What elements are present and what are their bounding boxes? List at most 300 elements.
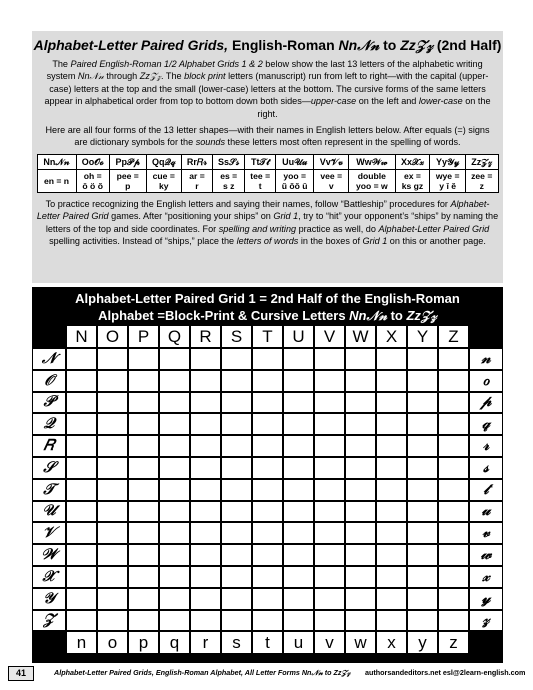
grid-box[interactable]: [314, 413, 345, 435]
top-letter: T: [252, 325, 283, 348]
grid-box[interactable]: [407, 501, 438, 523]
grid-box[interactable]: [159, 479, 190, 501]
grid-box[interactable]: [159, 610, 190, 632]
grid-box[interactable]: [159, 522, 190, 544]
top-letter: P: [128, 325, 159, 348]
right-cursive-letter: 𝓉: [469, 479, 503, 501]
grid-box[interactable]: [438, 457, 469, 479]
grid-box[interactable]: [221, 370, 252, 392]
intro-paragraph-2: [38, 124, 497, 149]
text-run: through: [103, 71, 140, 82]
grid-box[interactable]: [252, 610, 283, 632]
grid-box[interactable]: [376, 435, 407, 457]
bottom-letter: n: [66, 631, 97, 654]
grid-box[interactable]: [128, 566, 159, 588]
grid-box[interactable]: [438, 522, 469, 544]
bottom-letter: o: [97, 631, 128, 654]
grid-box[interactable]: [438, 544, 469, 566]
footer-sites: authorsandeditors.net esl@2learn-english.com: [365, 668, 526, 677]
left-cursive-letter: 𝒴: [32, 588, 66, 610]
grid-box[interactable]: [190, 501, 221, 523]
grid-box[interactable]: [66, 610, 97, 632]
grid-box[interactable]: [159, 566, 190, 588]
left-cursive-letter: 𝒮: [32, 457, 66, 479]
left-cursive-letter: 𝒩: [32, 348, 66, 370]
left-cursive-letter: 𝒱: [32, 522, 66, 544]
grid-box[interactable]: [252, 392, 283, 414]
grid-box[interactable]: [190, 479, 221, 501]
grid-box[interactable]: [283, 566, 314, 588]
grid-box[interactable]: [283, 413, 314, 435]
grid-box[interactable]: [376, 479, 407, 501]
grid-box[interactable]: [128, 392, 159, 414]
grid-box[interactable]: [314, 348, 345, 370]
grid-box[interactable]: [376, 501, 407, 523]
letter-name-cell: cue = ky: [146, 169, 181, 192]
bottom-letter: x: [376, 631, 407, 654]
grid-title-part: to: [386, 308, 407, 323]
letter-form-cell: Ww𝒲𝓌: [349, 154, 395, 169]
grid-title-part: Nn𝒩𝓃: [349, 308, 387, 323]
letter-name-cell: vee = v: [314, 169, 349, 192]
grid-box[interactable]: [283, 457, 314, 479]
top-letter: S: [221, 325, 252, 348]
grid-box[interactable]: [190, 566, 221, 588]
letter-name-cell: double yoo = w: [349, 169, 395, 192]
letter-form-cell: Ss𝒮𝓈: [212, 154, 244, 169]
grid-box[interactable]: [128, 413, 159, 435]
grid-box[interactable]: [438, 566, 469, 588]
grid-box[interactable]: [221, 457, 252, 479]
grid-box[interactable]: [128, 370, 159, 392]
grid-box[interactable]: [190, 348, 221, 370]
grid-box[interactable]: [221, 435, 252, 457]
right-cursive-letter: 𝓊: [469, 501, 503, 523]
bottom-letter: v: [314, 631, 345, 654]
grid-box[interactable]: [283, 348, 314, 370]
grid-box[interactable]: [159, 370, 190, 392]
grid-box[interactable]: [97, 435, 128, 457]
bottom-letter: z: [438, 631, 469, 654]
grid-box[interactable]: [252, 479, 283, 501]
text-run: Grid 1: [273, 211, 299, 222]
grid-box[interactable]: [190, 413, 221, 435]
grid-box[interactable]: [159, 413, 190, 435]
letter-form-cell: Uu𝒰𝓊: [275, 154, 313, 169]
grid-box[interactable]: [438, 435, 469, 457]
letter-form-cell: Rr𝑅𝓇: [182, 154, 213, 169]
grid-box[interactable]: [190, 370, 221, 392]
bottom-letter: w: [345, 631, 376, 654]
grid-box[interactable]: [376, 610, 407, 632]
grid-box[interactable]: [314, 370, 345, 392]
right-cursive-letter: 𝓍: [469, 566, 503, 588]
grid-box[interactable]: [283, 522, 314, 544]
corner-blank: [469, 631, 503, 653]
grid-box[interactable]: [66, 544, 97, 566]
grid-box[interactable]: [252, 413, 283, 435]
letter-forms-table: [37, 154, 499, 193]
grid-box[interactable]: [221, 501, 252, 523]
grid-box[interactable]: [66, 501, 97, 523]
grid-box[interactable]: [221, 588, 252, 610]
grid-box[interactable]: [66, 588, 97, 610]
grid-box[interactable]: [345, 435, 376, 457]
grid-box[interactable]: [159, 348, 190, 370]
grid-box[interactable]: [376, 413, 407, 435]
text-run: sounds: [195, 137, 226, 148]
right-cursive-letter: 𝓆: [469, 413, 503, 435]
grid-box[interactable]: [190, 610, 221, 632]
text-run: To practice recognizing the English letters and saying their names, follow “Battleship” procedures for: [45, 198, 451, 209]
grid-box[interactable]: [221, 610, 252, 632]
grid-box[interactable]: [283, 392, 314, 414]
grid-box[interactable]: [66, 413, 97, 435]
right-cursive-letter: 𝓃: [469, 348, 503, 370]
grid-box[interactable]: [407, 479, 438, 501]
grid-box[interactable]: [221, 566, 252, 588]
grid-box[interactable]: [345, 501, 376, 523]
grid-box[interactable]: [407, 544, 438, 566]
grid-box[interactable]: [190, 392, 221, 414]
grid-box[interactable]: [66, 370, 97, 392]
text-run: lower-case: [418, 96, 463, 107]
grid-box[interactable]: [97, 610, 128, 632]
grid-box[interactable]: [97, 457, 128, 479]
grid-box[interactable]: [376, 544, 407, 566]
grid-box[interactable]: [314, 457, 345, 479]
text-run: practice as well, do: [296, 223, 379, 234]
grid-box[interactable]: [438, 501, 469, 523]
text-run: . The: [161, 71, 185, 82]
grid-box[interactable]: [252, 370, 283, 392]
letter-form-cell: Pp𝒫𝓅: [109, 154, 146, 169]
grid-box[interactable]: [314, 435, 345, 457]
grid-box[interactable]: [159, 435, 190, 457]
grid-box[interactable]: [283, 544, 314, 566]
grid-box[interactable]: [97, 501, 128, 523]
footer-text: Alphabet-Letter Paired Grids, English-Roman Alphabet, All Letter Forms Nn𝒩𝓃 to Zz𝒵𝓏: [54, 668, 351, 677]
grid-box[interactable]: [128, 457, 159, 479]
grid-box[interactable]: [407, 566, 438, 588]
letter-name-cell: pee = p: [109, 169, 146, 192]
grid-box[interactable]: [283, 370, 314, 392]
grid-box[interactable]: [159, 457, 190, 479]
letter-name-cell: ar = r: [182, 169, 213, 192]
title-part: Zz: [400, 37, 416, 53]
grid-box[interactable]: [345, 522, 376, 544]
title-part: (2nd Half): [436, 37, 502, 53]
left-cursive-letter: 𝒲: [32, 544, 66, 566]
right-cursive-letter: 𝓌: [469, 544, 503, 566]
text-run: Zz𝒵𝓏: [139, 71, 162, 82]
grid-box[interactable]: [190, 588, 221, 610]
grid-box[interactable]: [438, 610, 469, 632]
letter-form-cell: Tt𝒯𝓉: [245, 154, 276, 169]
grid-box[interactable]: [376, 370, 407, 392]
letter-name-cell: wye = y ī ĕ: [430, 169, 466, 192]
grid-box[interactable]: [221, 522, 252, 544]
text-run: Alphabet-Letter Paired Grid: [378, 223, 490, 234]
grid-box[interactable]: [128, 610, 159, 632]
grid-box[interactable]: [221, 413, 252, 435]
grid-box[interactable]: [376, 457, 407, 479]
grid-title-part: Alphabet =Block-Print & Cursive Letters: [98, 308, 350, 323]
grid-box[interactable]: [376, 566, 407, 588]
left-cursive-letter: 𝒪: [32, 370, 66, 392]
grid-box[interactable]: [376, 392, 407, 414]
text-run: letters (manuscript) run from left to right—with the capital (upper-case) letters at the top and the small (lower-case) letters at the bottom. The cursive forms of the same letters appear in alphabetical order from top to bottom down both sides—: [44, 71, 489, 107]
letter-name-cell: tee = t: [245, 169, 276, 192]
top-letter: O: [97, 325, 128, 348]
text-run: Grid 1: [362, 236, 388, 247]
letter-form-cell: Oo𝒪ℴ: [76, 154, 109, 169]
grid-box[interactable]: [345, 588, 376, 610]
grid-box[interactable]: [407, 413, 438, 435]
left-cursive-letter: 𝒫: [32, 392, 66, 414]
bottom-letter: r: [190, 631, 221, 654]
grid-box[interactable]: [314, 479, 345, 501]
grid-box[interactable]: [252, 457, 283, 479]
grid-box[interactable]: [252, 348, 283, 370]
right-cursive-letter: 𝓎: [469, 588, 503, 610]
letter-name-cell: oh = ō ö ŏ: [76, 169, 109, 192]
grid-box[interactable]: [159, 588, 190, 610]
grid-box[interactable]: [283, 479, 314, 501]
bottom-letter: q: [159, 631, 190, 654]
text-run: upper-case: [310, 96, 357, 107]
grid-box[interactable]: [97, 566, 128, 588]
grid-box[interactable]: [438, 392, 469, 414]
grid-box[interactable]: [97, 392, 128, 414]
grid-box[interactable]: [283, 588, 314, 610]
top-letter: R: [190, 325, 221, 348]
grid-box[interactable]: [159, 544, 190, 566]
text-run: The: [52, 59, 71, 69]
grid-box[interactable]: [128, 588, 159, 610]
grid-box[interactable]: [66, 457, 97, 479]
grid-box[interactable]: [128, 435, 159, 457]
grid-box[interactable]: [376, 348, 407, 370]
grid-box[interactable]: [159, 392, 190, 414]
grid-box[interactable]: [314, 588, 345, 610]
grid-box[interactable]: [345, 479, 376, 501]
grid-box[interactable]: [407, 610, 438, 632]
grid-box[interactable]: [128, 522, 159, 544]
bottom-letter: y: [407, 631, 438, 654]
grid-box[interactable]: [345, 544, 376, 566]
text-run: block print: [184, 71, 226, 82]
grid-box[interactable]: [128, 348, 159, 370]
grid-cells: [32, 325, 503, 654]
left-cursive-letter: 𝒵: [32, 610, 66, 632]
paired-grid: [32, 287, 503, 663]
text-run: on the right.: [257, 96, 491, 119]
text-run: spelling and writing: [218, 223, 297, 234]
grid-box[interactable]: [252, 544, 283, 566]
grid-box[interactable]: [438, 588, 469, 610]
text-run: Paired English-Roman 1/2 Alphabet Grids 1 & 2: [70, 59, 263, 69]
grid-box[interactable]: [252, 522, 283, 544]
practice-paragraph: [36, 198, 499, 248]
letter-form-cell: Zz𝒵𝓏: [465, 154, 498, 169]
text-run: spelling activities. Instead of “ships,” place the: [49, 236, 237, 247]
grid-box[interactable]: [97, 348, 128, 370]
grid-box[interactable]: [345, 348, 376, 370]
letter-name-cell: ex = ks gz: [395, 169, 430, 192]
grid-box[interactable]: [407, 392, 438, 414]
grid-box[interactable]: [407, 457, 438, 479]
grid-box[interactable]: [128, 479, 159, 501]
grid-box[interactable]: [314, 522, 345, 544]
top-letter: Q: [159, 325, 190, 348]
bottom-letter: s: [221, 631, 252, 654]
text-run: these letters most often represent in the spelling of words.: [225, 137, 461, 148]
grid-title: [32, 290, 503, 324]
grid-box[interactable]: [345, 392, 376, 414]
right-cursive-letter: 𝓏: [469, 610, 503, 632]
top-letter: Z: [438, 325, 469, 348]
grid-box[interactable]: [221, 479, 252, 501]
text-run: Nn𝒩𝓃: [77, 71, 104, 82]
intro-panel: [32, 31, 503, 283]
grid-box[interactable]: [407, 370, 438, 392]
grid-box[interactable]: [190, 457, 221, 479]
grid-title-line-1: Alphabet-Letter Paired Grid 1 = 2nd Half of the English-Roman: [75, 291, 460, 306]
grid-box[interactable]: [97, 522, 128, 544]
left-cursive-letter: 𝒳: [32, 566, 66, 588]
page-title: [32, 37, 503, 54]
grid-box[interactable]: [252, 588, 283, 610]
grid-box[interactable]: [345, 370, 376, 392]
left-cursive-letter: 𝒯: [32, 479, 66, 501]
grid-box[interactable]: [190, 435, 221, 457]
letter-form-cell: Vv𝒱𝓋: [314, 154, 349, 169]
grid-box[interactable]: [128, 544, 159, 566]
grid-box[interactable]: [438, 413, 469, 435]
text-run: , try to “hit” your opponent’s “ships” by naming the letters of the top and side coordinates. For: [45, 211, 499, 234]
grid-box[interactable]: [66, 348, 97, 370]
grid-box[interactable]: [438, 348, 469, 370]
letter-form-cell: Nn𝒩𝓃: [37, 154, 76, 169]
title-part: Nn: [338, 37, 358, 53]
grid-box[interactable]: [252, 435, 283, 457]
grid-box[interactable]: [252, 501, 283, 523]
text-run: Alphabet-Letter Paired Grid: [36, 198, 490, 222]
top-letter: U: [283, 325, 314, 348]
left-cursive-letter: 𝑅: [32, 435, 66, 457]
grid-box[interactable]: [314, 392, 345, 414]
grid-box[interactable]: [66, 522, 97, 544]
grid-box[interactable]: [221, 544, 252, 566]
title-part: English-Roman: [231, 37, 335, 53]
grid-box[interactable]: [376, 588, 407, 610]
title-part: Alphabet-Letter Paired Grids,: [33, 37, 229, 53]
text-run: letters of words: [236, 236, 299, 247]
grid-title-line-2: [32, 307, 503, 324]
text-run: Here are all four forms of the 13 letter shapes—with their names in English letters below. After equals (=) signs are dictionary symbols for the: [45, 125, 490, 148]
right-cursive-letter: 𝓅: [469, 392, 503, 414]
grid-box[interactable]: [407, 435, 438, 457]
grid-box[interactable]: [314, 544, 345, 566]
right-cursive-letter: 𝓇: [469, 435, 503, 457]
left-cursive-letter: 𝒬: [32, 413, 66, 435]
right-cursive-letter: 𝓋: [469, 522, 503, 544]
footer: [8, 665, 525, 683]
grid-box[interactable]: [221, 348, 252, 370]
grid-box[interactable]: [407, 588, 438, 610]
corner-blank: [32, 631, 66, 653]
text-run: games. After “positioning your ships” on: [108, 211, 274, 222]
grid-box[interactable]: [190, 522, 221, 544]
grid-box[interactable]: [438, 370, 469, 392]
title-part: 𝒵𝓏: [415, 38, 433, 54]
grid-box[interactable]: [283, 501, 314, 523]
grid-box[interactable]: [66, 479, 97, 501]
grid-box[interactable]: [159, 501, 190, 523]
grid-box[interactable]: [190, 544, 221, 566]
grid-box[interactable]: [97, 479, 128, 501]
text-run: below show the last 13 letters of the alphabetic writing system: [46, 59, 483, 82]
left-cursive-letter: 𝒰: [32, 501, 66, 523]
top-letter: X: [376, 325, 407, 348]
top-letter: N: [66, 325, 97, 348]
grid-title-part: Zz𝒵𝓏: [406, 308, 437, 323]
grid-box[interactable]: [66, 566, 97, 588]
letter-form-cell: Yy𝒴𝓎: [430, 154, 466, 169]
grid-box[interactable]: [283, 610, 314, 632]
grid-box[interactable]: [345, 610, 376, 632]
grid-box[interactable]: [314, 610, 345, 632]
grid-box[interactable]: [283, 435, 314, 457]
grid-box[interactable]: [407, 522, 438, 544]
grid-box[interactable]: [345, 566, 376, 588]
right-cursive-letter: ℴ: [469, 370, 503, 392]
grid-box[interactable]: [97, 413, 128, 435]
grid-box[interactable]: [97, 588, 128, 610]
text-run: on the left and: [356, 96, 419, 107]
letter-form-cell: Xx𝒳𝓍: [395, 154, 430, 169]
grid-box[interactable]: [128, 501, 159, 523]
intro-paragraph-1: [38, 58, 497, 120]
grid-box[interactable]: [314, 566, 345, 588]
grid-box[interactable]: [97, 370, 128, 392]
letter-name-cell: en = n: [37, 169, 76, 192]
grid-box[interactable]: [97, 544, 128, 566]
grid-box[interactable]: [252, 566, 283, 588]
letter-name-cell: zee = z: [465, 169, 498, 192]
grid-box[interactable]: [66, 435, 97, 457]
grid-box[interactable]: [345, 457, 376, 479]
title-part: 𝒩𝓃: [357, 38, 380, 54]
grid-box[interactable]: [407, 348, 438, 370]
letter-name-cell: yoo = ŭ ŏŏ ū: [275, 169, 313, 192]
grid-box[interactable]: [438, 479, 469, 501]
bottom-letter: u: [283, 631, 314, 654]
top-letter: Y: [407, 325, 438, 348]
bottom-letter: p: [128, 631, 159, 654]
corner-blank: [469, 325, 503, 347]
text-run: on this or another page.: [387, 236, 486, 247]
grid-box[interactable]: [345, 413, 376, 435]
grid-box[interactable]: [376, 522, 407, 544]
text-run: in the boxes of: [298, 236, 363, 247]
grid-box[interactable]: [221, 392, 252, 414]
letter-form-cell: Qq𝒬𝓆: [146, 154, 181, 169]
grid-box[interactable]: [314, 501, 345, 523]
grid-box[interactable]: [66, 392, 97, 414]
top-letter: V: [314, 325, 345, 348]
